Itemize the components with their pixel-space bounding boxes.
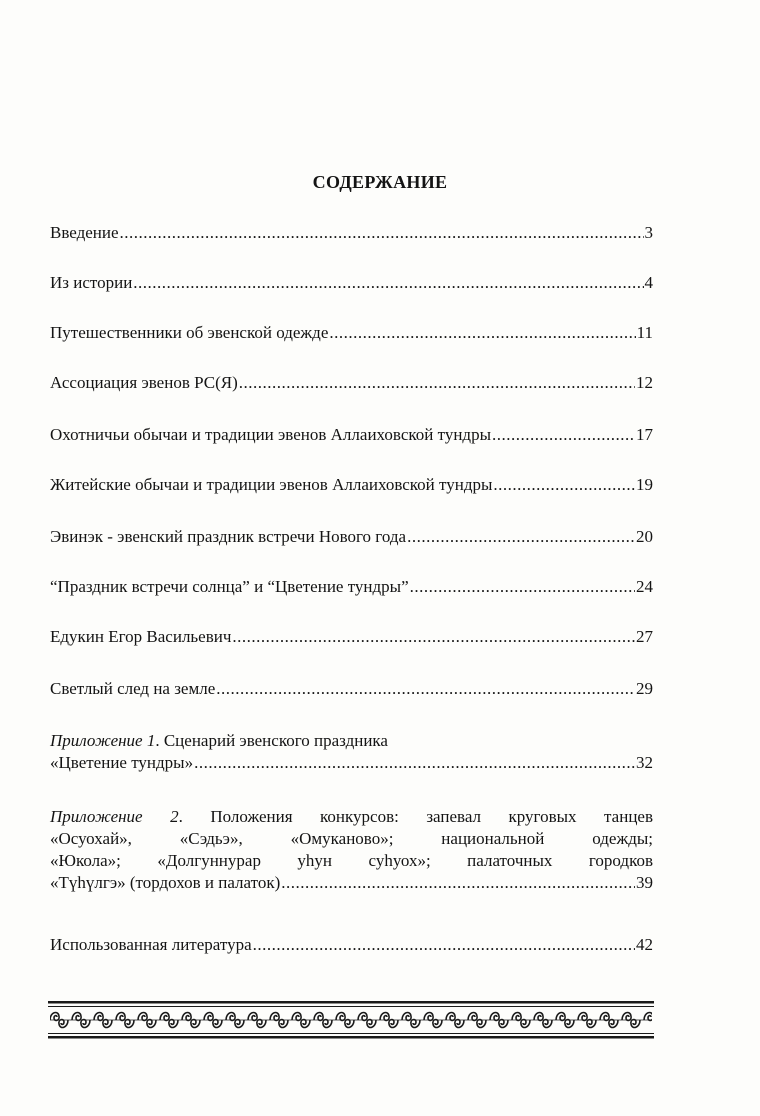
appendix-2-line-1: Приложение 2. Положения конкурсов: запевал круговых танцев bbox=[50, 807, 653, 826]
appendix-1-line-2: «Цветение тундры» ..... 32 bbox=[50, 752, 653, 774]
appendix-2-line-4: «Түһүлгэ» (тордохов и палаток) ..... 39 bbox=[50, 872, 653, 894]
toc-entry-history: Из истории ..... 4 bbox=[50, 272, 653, 294]
appendix-1-line-1: Приложение 1. Сценарий эвенского праздника bbox=[50, 731, 388, 750]
toc-entry-association: Ассоциация эвенов РС(Я) ..... 12 bbox=[50, 372, 653, 394]
toc-entry-appendix-1 bbox=[50, 730, 653, 774]
page-title: СОДЕРЖАНИЕ bbox=[312, 172, 448, 192]
ornamental-border bbox=[48, 1000, 654, 1040]
toc-entry-travelers: Путешественники об эвенской одежде ..... 11 bbox=[50, 322, 653, 344]
toc-entry-introduction: Введение ..... 3 bbox=[50, 222, 653, 244]
toc-entry-evinek: Эвинэк - эвенский праздник встречи Нового года ..... 20 bbox=[50, 526, 653, 548]
toc-entry-hunting-customs: Охотничьи обычаи и традиции эвенов Аллаиховской тундры ..... 17 bbox=[50, 424, 653, 446]
toc-entry-edukin: Едукин Егор Васильевич ..... 27 bbox=[50, 626, 653, 648]
toc-entry-literature: Использованная литература ..... 42 bbox=[50, 934, 653, 956]
toc-entry-everyday-customs: Житейские обычаи и традиции эвенов Аллаиховской тундры ..... 19 bbox=[50, 474, 653, 496]
appendix-2-line-3: «Юкола»; «Долгуннурар уһун суһуох»; палаточных городков bbox=[50, 851, 653, 870]
toc-entry-bright-trace: Светлый след на земле ..... 29 bbox=[50, 678, 653, 700]
toc-entry-sun-festival: “Праздник встречи солнца” и “Цветение тундры” ..... 24 bbox=[50, 576, 653, 598]
appendix-2-line-2: «Осуохай», «Сэдьэ», «Омуканово»; национальной одежды; bbox=[50, 829, 653, 848]
toc-entry-appendix-2 bbox=[50, 806, 653, 894]
